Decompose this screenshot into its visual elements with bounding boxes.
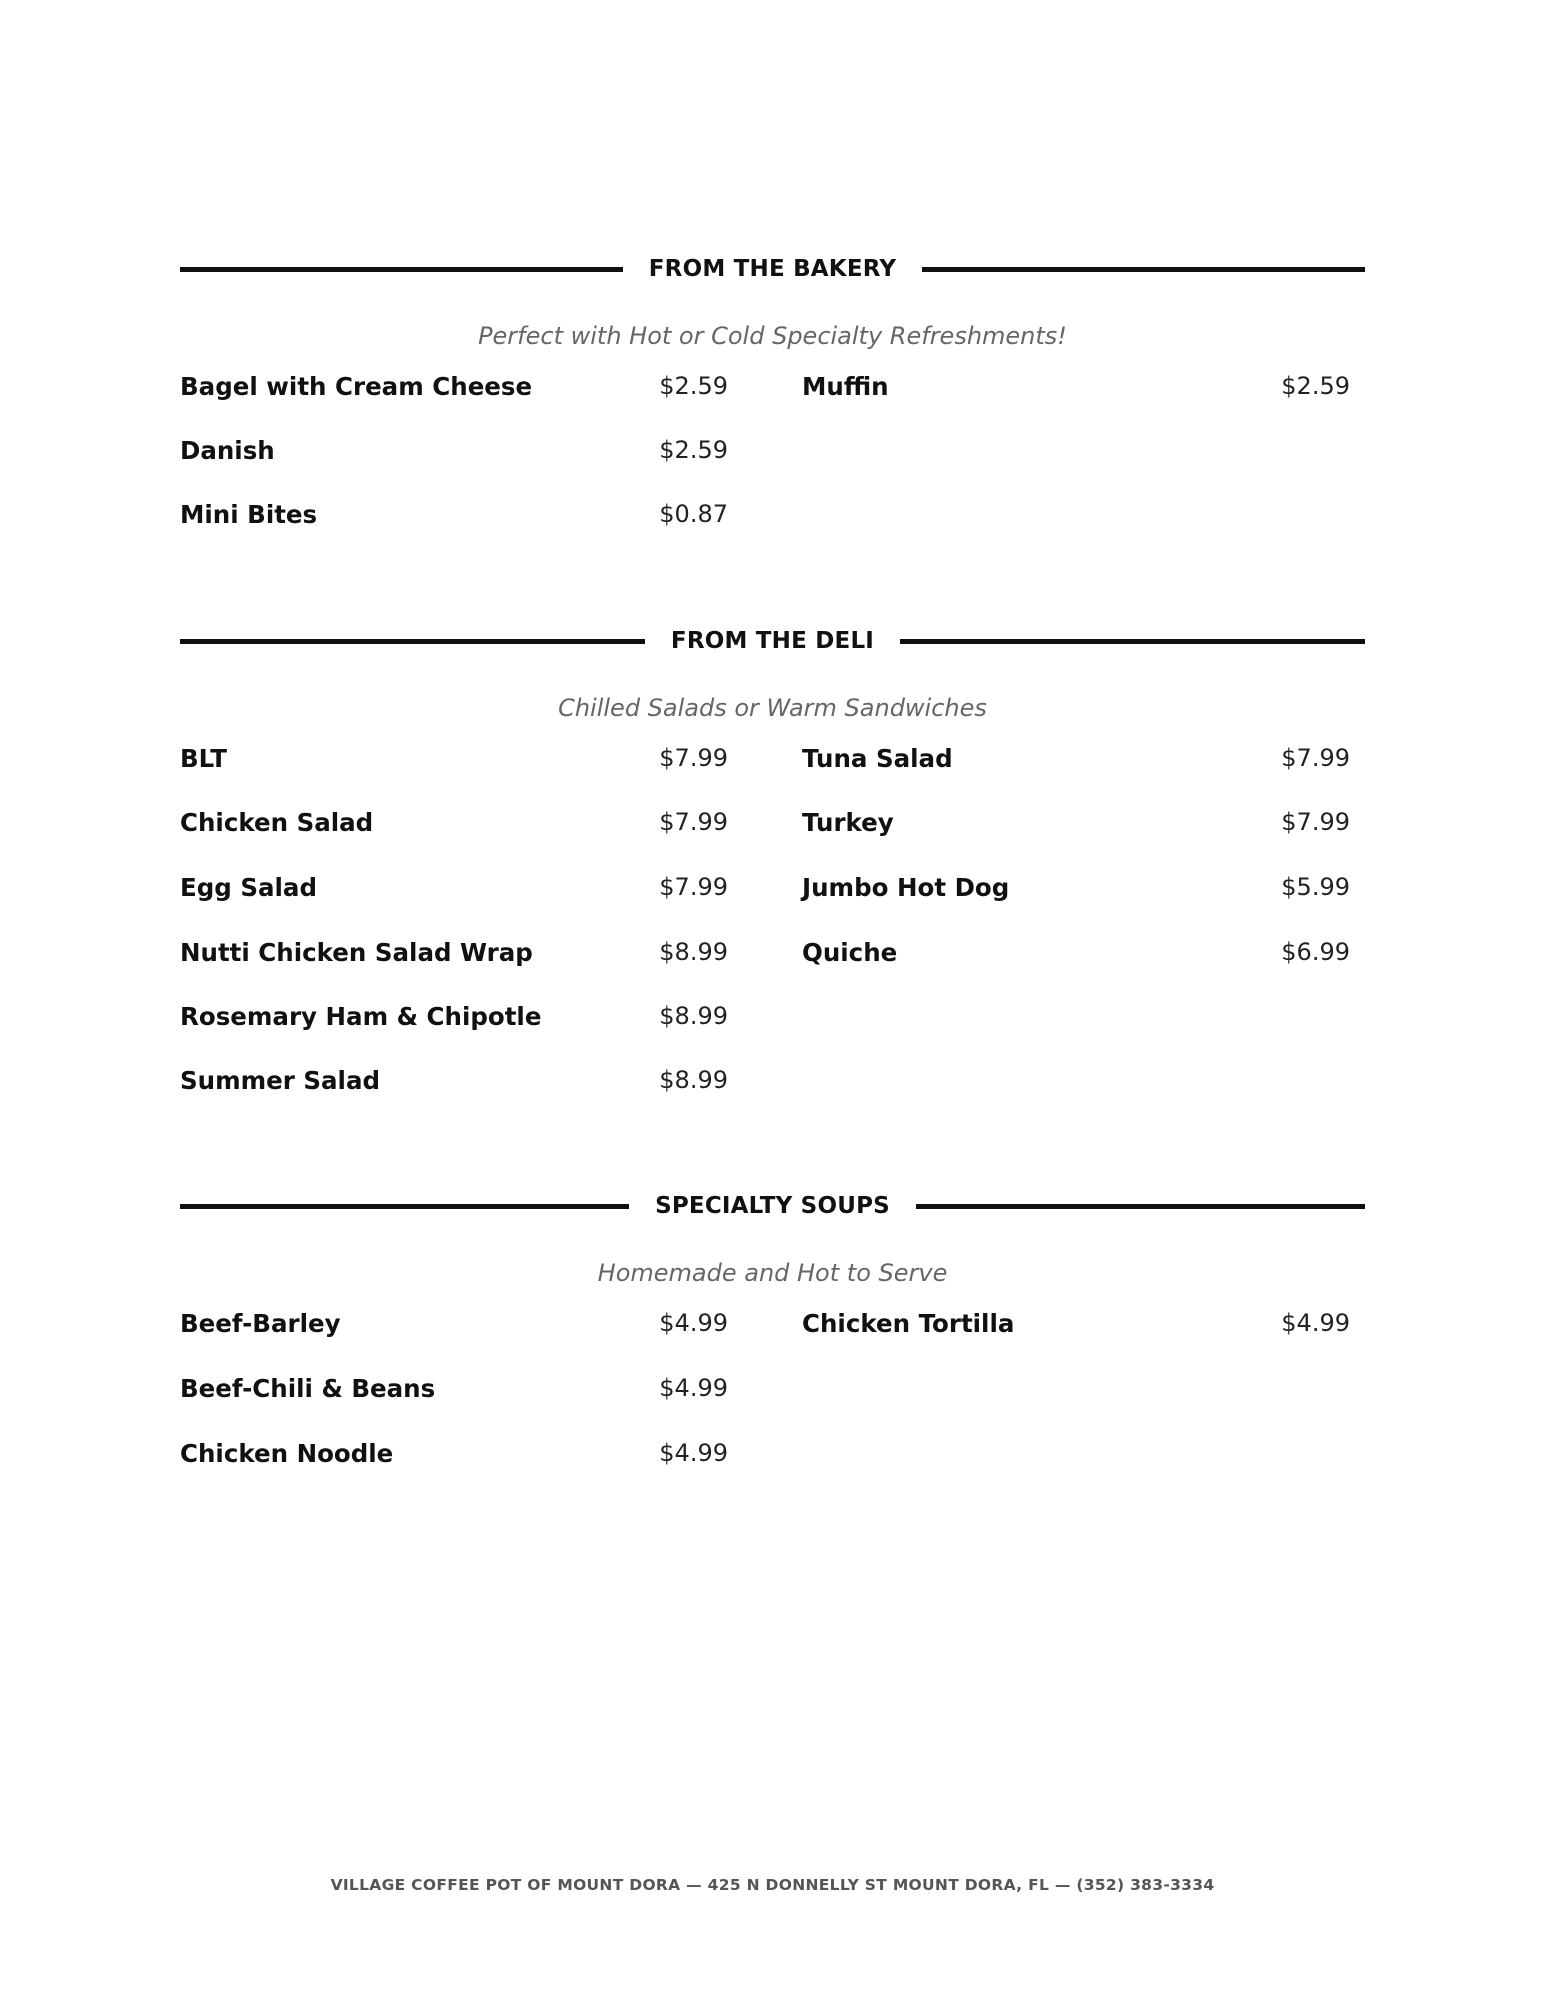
section-rule-left — [180, 639, 645, 644]
menu-item — [180, 1303, 728, 1343]
menu-item — [180, 430, 728, 470]
section-title: FROM THE DELI — [670, 628, 875, 654]
section-rule-right — [900, 639, 1365, 644]
item-price: $4.99 — [659, 1439, 728, 1467]
item-name: Tuna Salad — [802, 743, 953, 773]
item-name: Beef-Barley — [180, 1308, 341, 1338]
item-price: $4.99 — [659, 1309, 728, 1337]
item-name: BLT — [180, 743, 227, 773]
item-price: $4.99 — [659, 1374, 728, 1402]
item-name: Jumbo Hot Dog — [802, 872, 1010, 902]
item-price: $7.99 — [1281, 808, 1350, 836]
section-rule-left — [180, 1204, 629, 1209]
item-price: $0.87 — [659, 500, 728, 528]
menu-item — [180, 802, 728, 842]
menu-item — [180, 867, 728, 907]
menu-item — [180, 494, 728, 534]
item-name: Bagel with Cream Cheese — [180, 371, 533, 401]
menu-item — [802, 738, 1350, 778]
item-price: $2.59 — [659, 436, 728, 464]
item-price: $4.99 — [1281, 1309, 1350, 1337]
menu-item — [802, 867, 1350, 907]
section-rule-right — [916, 1204, 1365, 1209]
menu-item — [180, 1060, 728, 1100]
item-name: Summer Salad — [180, 1065, 381, 1095]
item-name: Turkey — [802, 807, 894, 837]
section-soups — [180, 1191, 1365, 1468]
item-name: Egg Salad — [180, 872, 317, 902]
menu-item — [180, 1368, 728, 1408]
item-price: $8.99 — [659, 1002, 728, 1030]
item-name: Danish — [180, 435, 275, 465]
item-price: $6.99 — [1281, 938, 1350, 966]
menu-page — [180, 0, 1365, 2000]
section-subtitle: Chilled Salads or Warm Sandwiches — [558, 694, 987, 722]
item-name: Quiche — [802, 937, 898, 967]
section-title: SPECIALTY SOUPS — [655, 1193, 890, 1219]
menu-item — [180, 932, 728, 972]
menu-item — [180, 366, 728, 406]
menu-item — [802, 1303, 1350, 1343]
item-price: $2.59 — [659, 372, 728, 400]
item-name: Mini Bites — [180, 499, 318, 529]
menu-item — [180, 1433, 728, 1473]
section-bakery — [180, 254, 1365, 529]
item-name: Nutti Chicken Salad Wrap — [180, 937, 533, 967]
section-rule-right — [922, 267, 1365, 272]
item-price: $7.99 — [659, 873, 728, 901]
section-header — [180, 254, 1365, 284]
footer-address: VILLAGE COFFEE POT OF MOUNT DORA — 425 N DONNELLY ST MOUNT DORA, FL — (352) 383-3334 — [330, 1876, 1215, 1894]
section-subtitle: Perfect with Hot or Cold Specialty Refreshments! — [478, 322, 1067, 350]
menu-item — [180, 996, 728, 1036]
item-price: $7.99 — [659, 744, 728, 772]
item-name: Beef-Chili & Beans — [180, 1373, 436, 1403]
section-header — [180, 1191, 1365, 1221]
item-name: Rosemary Ham & Chipotle — [180, 1001, 542, 1031]
item-price: $7.99 — [659, 808, 728, 836]
item-name: Chicken Noodle — [180, 1438, 394, 1468]
menu-item — [180, 738, 728, 778]
item-price: $5.99 — [1281, 873, 1350, 901]
item-price: $8.99 — [659, 1066, 728, 1094]
menu-item — [802, 366, 1350, 406]
section-deli — [180, 626, 1365, 1095]
item-name: Chicken Tortilla — [802, 1308, 1015, 1338]
item-name: Chicken Salad — [180, 807, 374, 837]
item-price: $8.99 — [659, 938, 728, 966]
section-title: FROM THE BAKERY — [648, 256, 897, 282]
section-rule-left — [180, 267, 623, 272]
section-subtitle: Homemade and Hot to Serve — [597, 1259, 948, 1287]
section-header — [180, 626, 1365, 656]
item-price: $7.99 — [1281, 744, 1350, 772]
item-price: $2.59 — [1281, 372, 1350, 400]
menu-item — [802, 802, 1350, 842]
item-name: Muffin — [802, 371, 889, 401]
menu-item — [802, 932, 1350, 972]
